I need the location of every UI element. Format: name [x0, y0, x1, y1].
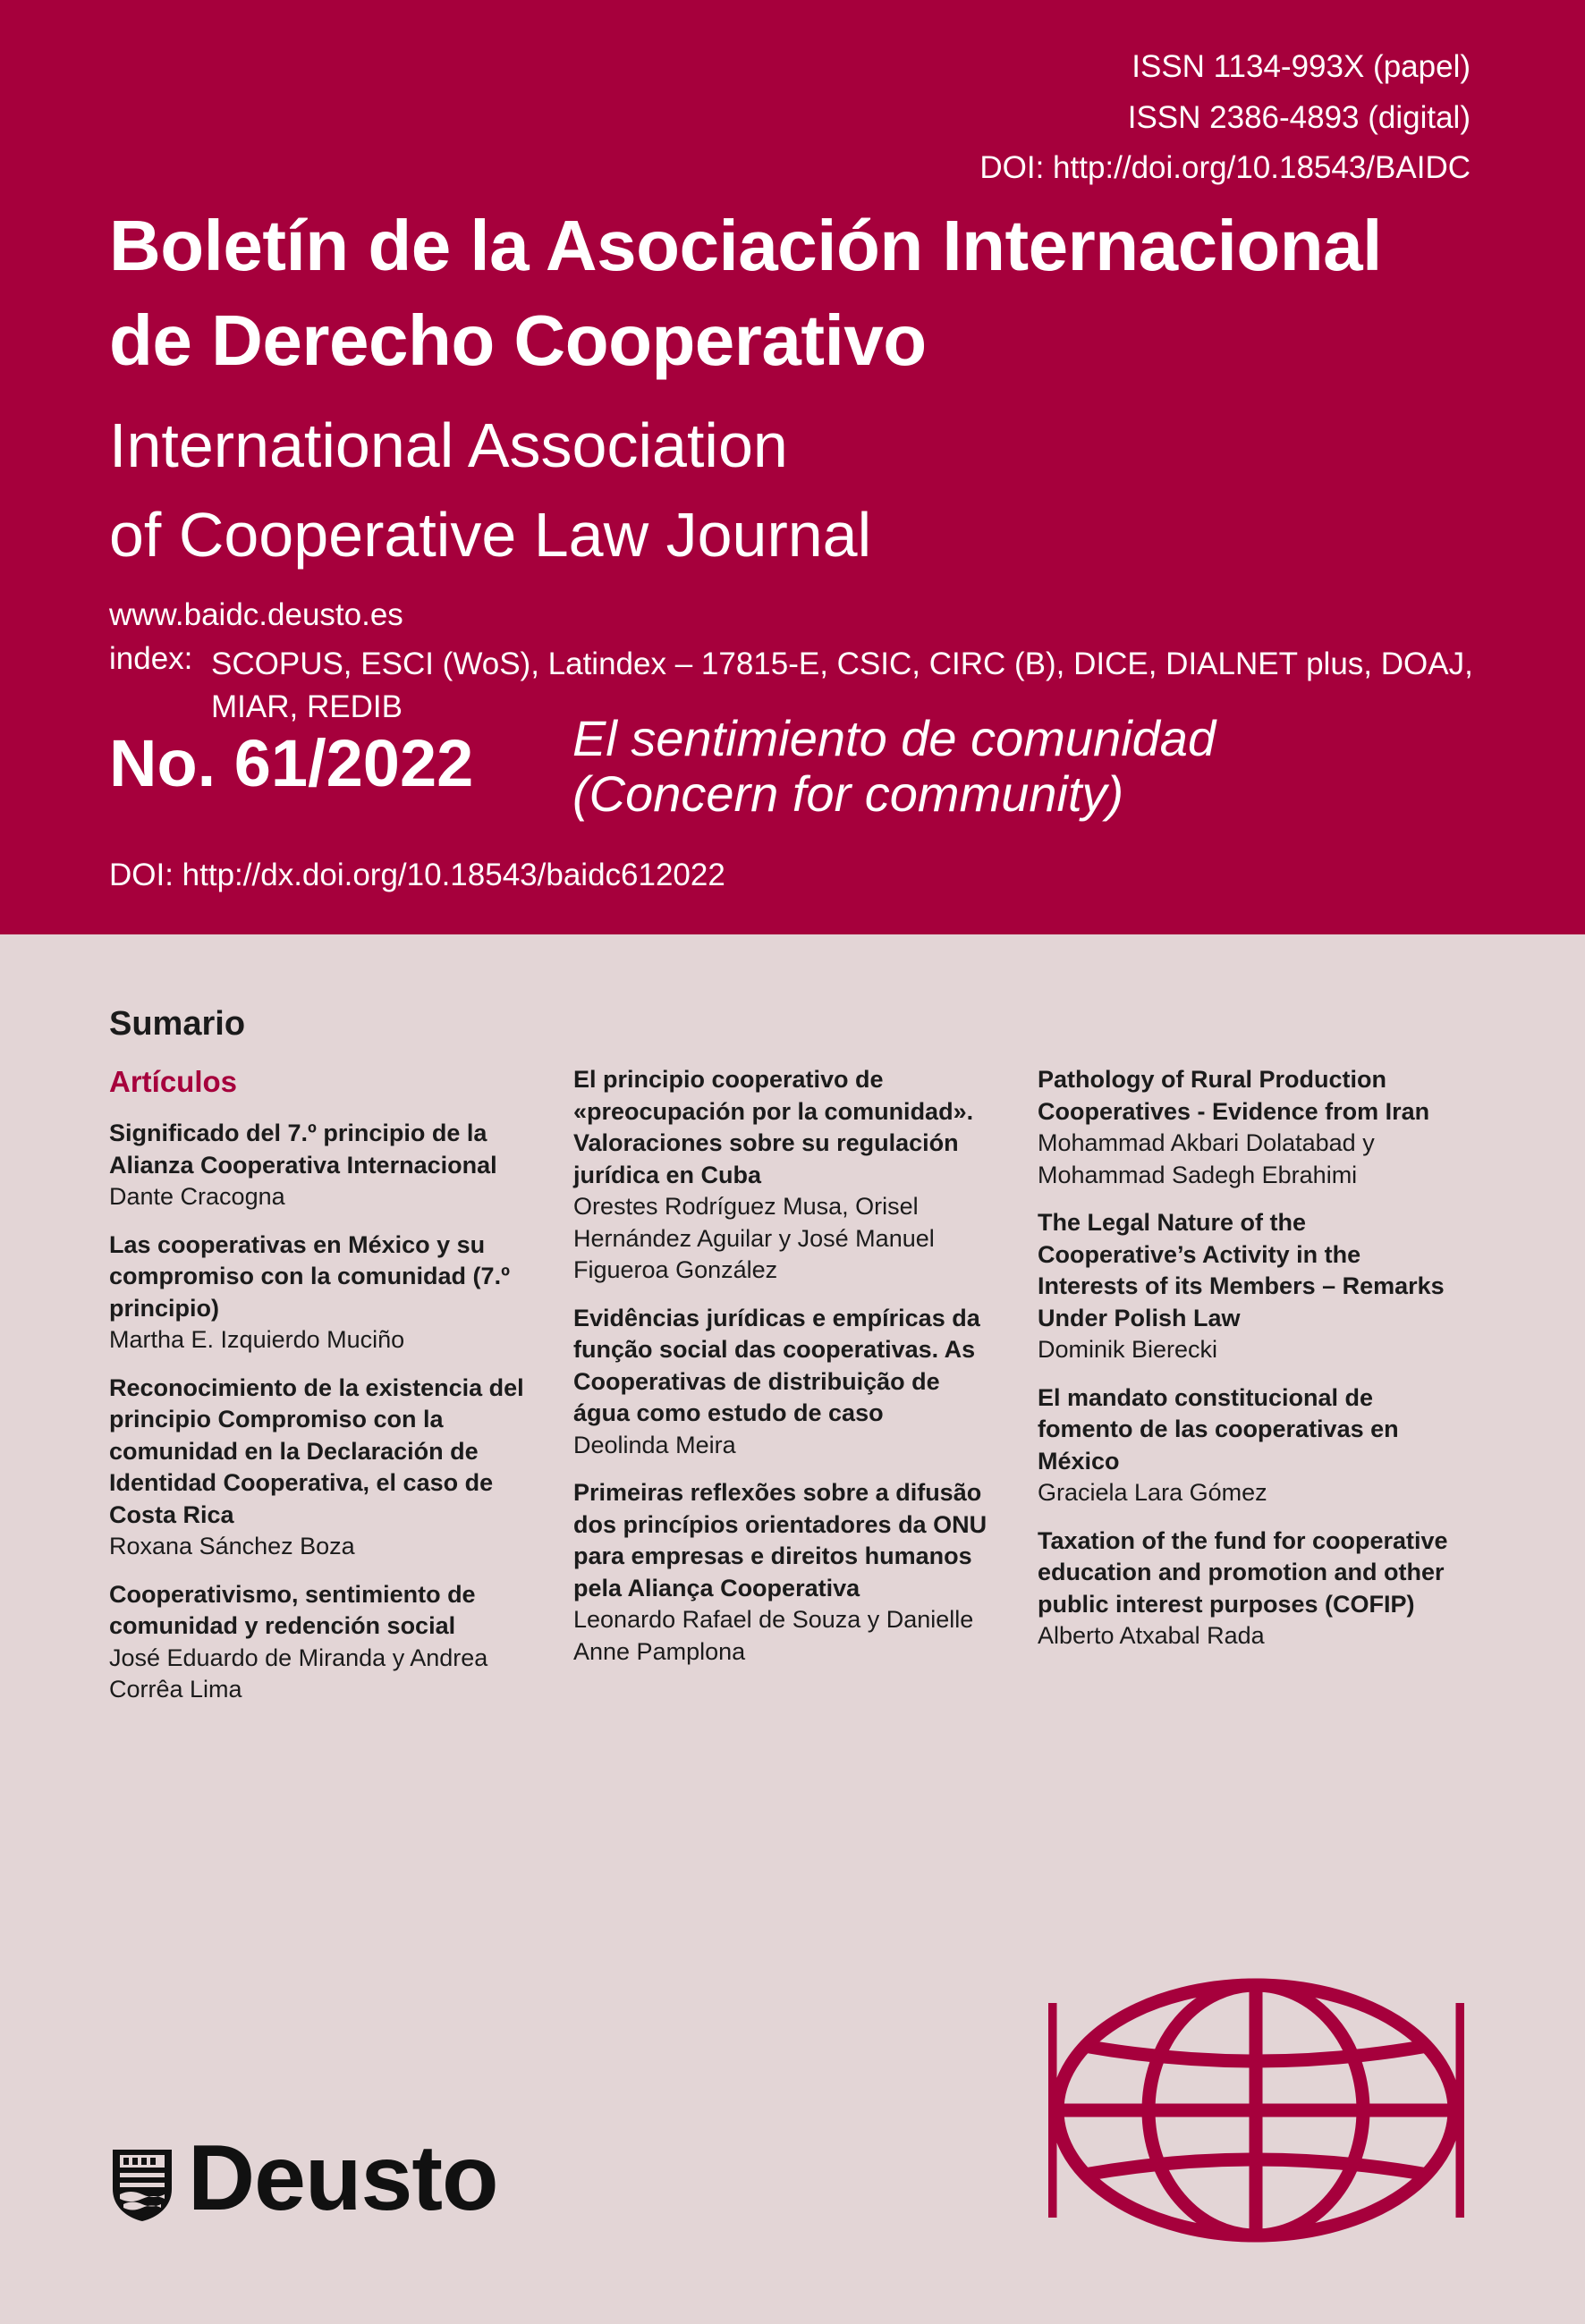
contents-column-2: [573, 1064, 994, 1684]
article-title: El mandato constitucional de fomento de las cooperativas en México: [1038, 1383, 1399, 1475]
article-author: Alberto Atxabal Rada: [1038, 1622, 1265, 1649]
article-title: El principio cooperativo de «preocupación por la comunidad». Valoraciones sobre su regulación jurídica en Cuba: [573, 1066, 974, 1188]
index-list: SCOPUS, ESCI (WoS), Latindex – 17815-E, CSIC, CIRC (B), DICE, DIALNET plus, DOAJ, MIAR, REDIB: [211, 646, 1473, 724]
journal-title-spanish: [109, 199, 1504, 388]
article-title: Evidências jurídicas e empíricas da função social das cooperativas. As Cooperativas de distribuição de água como estudo de caso: [573, 1304, 980, 1426]
article-title: Pathology of Rural Production Cooperatives - Evidence from Iran: [1038, 1066, 1430, 1125]
article-author: Dante Cracogna: [109, 1183, 285, 1210]
journal-title-english-line2: of Cooperative Law Journal: [109, 500, 872, 570]
globe-icon: [1048, 1976, 1464, 2244]
article-entry: [573, 1303, 994, 1462]
deusto-wordmark: Deusto: [188, 2126, 498, 2230]
article-entry: [109, 1373, 530, 1563]
index-label: index:: [109, 641, 193, 676]
article-author: Mohammad Akbari Dolatabad y Mohammad Sadegh Ebrahimi: [1038, 1129, 1375, 1188]
article-author: Martha E. Izquierdo Muciño: [109, 1326, 405, 1353]
cover-header: [0, 0, 1585, 934]
article-title: Taxation of the fund for cooperative education and promotion and other public interest purposes (COFIP): [1038, 1526, 1448, 1618]
article-entry: [573, 1477, 994, 1668]
issue-doi: DOI: http://dx.doi.org/10.18543/baidc612022: [109, 858, 725, 892]
issue-theme-line1: El sentimiento de comunidad: [572, 710, 1216, 766]
article-author: Roxana Sánchez Boza: [109, 1533, 355, 1559]
issn-digital: ISSN 2386-4893 (digital): [1127, 100, 1471, 135]
issue-theme: [572, 711, 1216, 822]
article-title: The Legal Nature of the Cooperative’s Activity in the Interests of its Members – Remarks Under Polish Law: [1038, 1209, 1445, 1331]
article-title: Significado del 7.º principio de la Alianza Cooperativa Internacional: [109, 1120, 497, 1179]
article-title: Primeiras reflexões sobre a difusão dos princípios orientadores da ONU para empresas e direitos humanos pela Aliança Cooperativa: [573, 1479, 987, 1601]
article-entry: [109, 1118, 530, 1213]
article-author: Deolinda Meira: [573, 1431, 736, 1458]
journal-title-spanish-line1: Boletín de la Asociación Internacional: [109, 206, 1382, 285]
article-title: Las cooperativas en México y su compromiso con la comunidad (7.º principio): [109, 1230, 510, 1322]
article-entry: [1038, 1382, 1458, 1509]
journal-title-english: [109, 401, 1504, 579]
journal-title-english-line1: International Association: [109, 410, 788, 480]
deusto-shield-icon: [109, 2146, 175, 2223]
article-author: José Eduardo de Miranda y Andrea Corrêa Lima: [109, 1644, 488, 1703]
journal-title-spanish-line2: de Derecho Cooperativo: [109, 300, 927, 380]
article-entry: [1038, 1064, 1458, 1191]
article-entry: [1038, 1207, 1458, 1366]
issue-theme-line2: (Concern for community): [572, 765, 1124, 822]
article-entry: [1038, 1525, 1458, 1652]
article-author: Leonardo Rafael de Souza y Danielle Anne Pamplona: [573, 1606, 974, 1665]
contents-column-3: [1038, 1064, 1458, 1669]
deusto-logo: [109, 2126, 538, 2235]
article-entry: [109, 1579, 530, 1706]
article-title: Cooperativismo, sentimiento de comunidad y redención social: [109, 1580, 476, 1639]
contents-heading: Sumario: [109, 1005, 246, 1043]
contents-column-1: [109, 1118, 530, 1722]
journal-website: www.baidc.deusto.es: [109, 597, 403, 632]
article-author: Graciela Lara Gómez: [1038, 1479, 1267, 1506]
article-entry: [573, 1064, 994, 1287]
article-author: Orestes Rodríguez Musa, Orisel Hernández Aguilar y José Manuel Figueroa González: [573, 1193, 935, 1283]
journal-doi: DOI: http://doi.org/10.18543/BAIDC: [979, 150, 1471, 185]
issue-number: No. 61/2022: [109, 726, 474, 800]
section-heading: Artículos: [109, 1065, 238, 1098]
article-entry: [109, 1230, 530, 1356]
article-title: Reconocimiento de la existencia del principio Compromiso con la comunidad en la Declaración de Identidad Cooperativa, el caso de Costa Rica: [109, 1373, 524, 1528]
issn-print: ISSN 1134-993X (papel): [1132, 49, 1471, 84]
article-author: Dominik Bierecki: [1038, 1336, 1218, 1363]
